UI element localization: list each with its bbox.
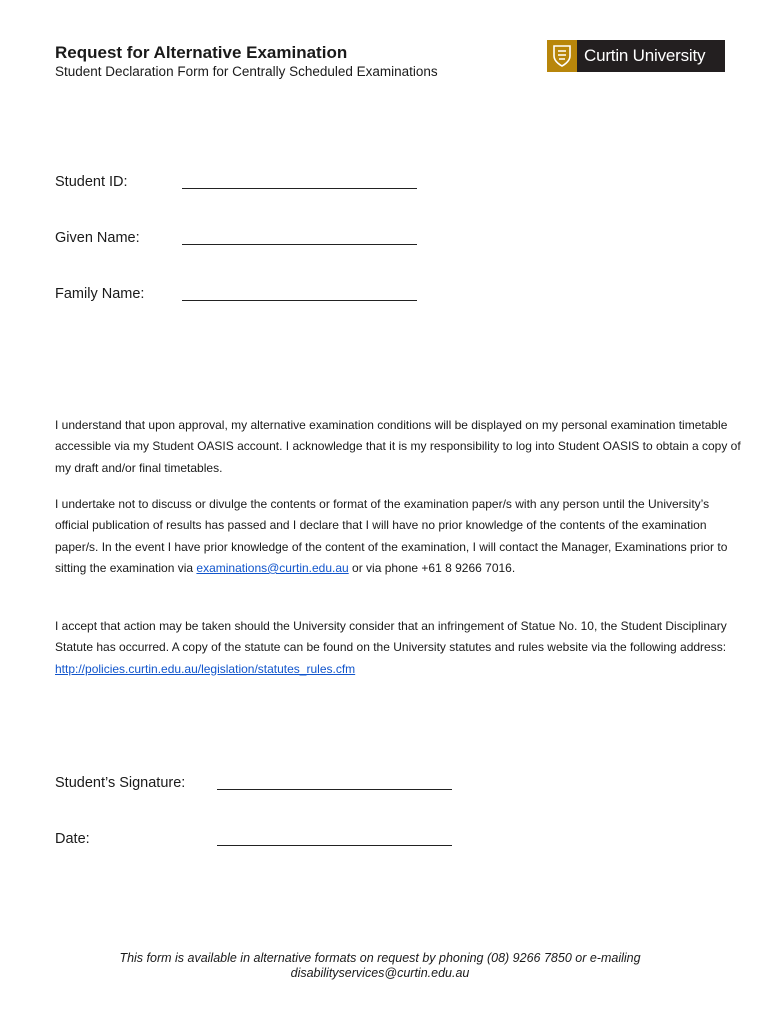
date-label: Date: [55, 831, 90, 847]
signature-label: Student’s Signature: [55, 775, 186, 791]
statutes-link[interactable]: http://policies.curtin.edu.au/legislation/statutes_rules.cfm [55, 661, 356, 676]
given-name-label: Given Name: [55, 230, 140, 246]
family-name-label: Family Name: [55, 286, 145, 302]
declaration-paragraph-1: I understand that upon approval, my alternative examination conditions will be displayed on my personal examination timetable accessible via my Student OASIS account. I acknowledge that it is my responsibility to log into Student OASIS to obtain a copy of my draft and/or final timetables. [55, 418, 741, 475]
footer-note [60, 951, 700, 981]
footer-line-1: This form is available in alternative formats on request by phoning (08) 9266 7850 or e-mailing [119, 951, 641, 965]
date-field[interactable] [217, 845, 452, 846]
declaration-paragraph-3 [55, 616, 745, 680]
form-subtitle: Student Declaration Form for Centrally Scheduled Examinations [55, 64, 438, 79]
given-name-field[interactable] [182, 244, 417, 245]
paragraph-2-text: I undertake not to discuss or divulge the contents or format of the examination paper/s with any person until the University’s official publication of results has passed and I declare that I will have no prior knowledge of the contents of the examination paper/s. In the event I have prior knowledge of the content of the examination, I will contact the Manager, Examinations prior to sitting the examination via [55, 497, 728, 575]
student-id-field[interactable] [182, 188, 417, 189]
student-id-label: Student ID: [55, 174, 128, 190]
paragraph-2-tail: or via phone +61 8 9266 7016. [348, 560, 516, 575]
examinations-email-link[interactable]: examinations@curtin.edu.au [196, 560, 349, 575]
curtin-logo [547, 40, 725, 72]
paragraph-3-text: I accept that action may be taken should the University consider that an infringement of Statue No. 10, the Student Disciplinary Statute has occurred. A copy of the statute can be found on the University statutes and rules website via the following address: [55, 619, 727, 655]
footer-line-2: disabilityservices@curtin.edu.au [290, 966, 470, 980]
form-title: Request for Alternative Examination [55, 43, 348, 62]
declaration-paragraph-2 [55, 494, 745, 579]
logo-text: Curtin University [584, 46, 706, 65]
crest-icon [547, 40, 577, 72]
family-name-field[interactable] [182, 300, 417, 301]
signature-field[interactable] [217, 789, 452, 790]
